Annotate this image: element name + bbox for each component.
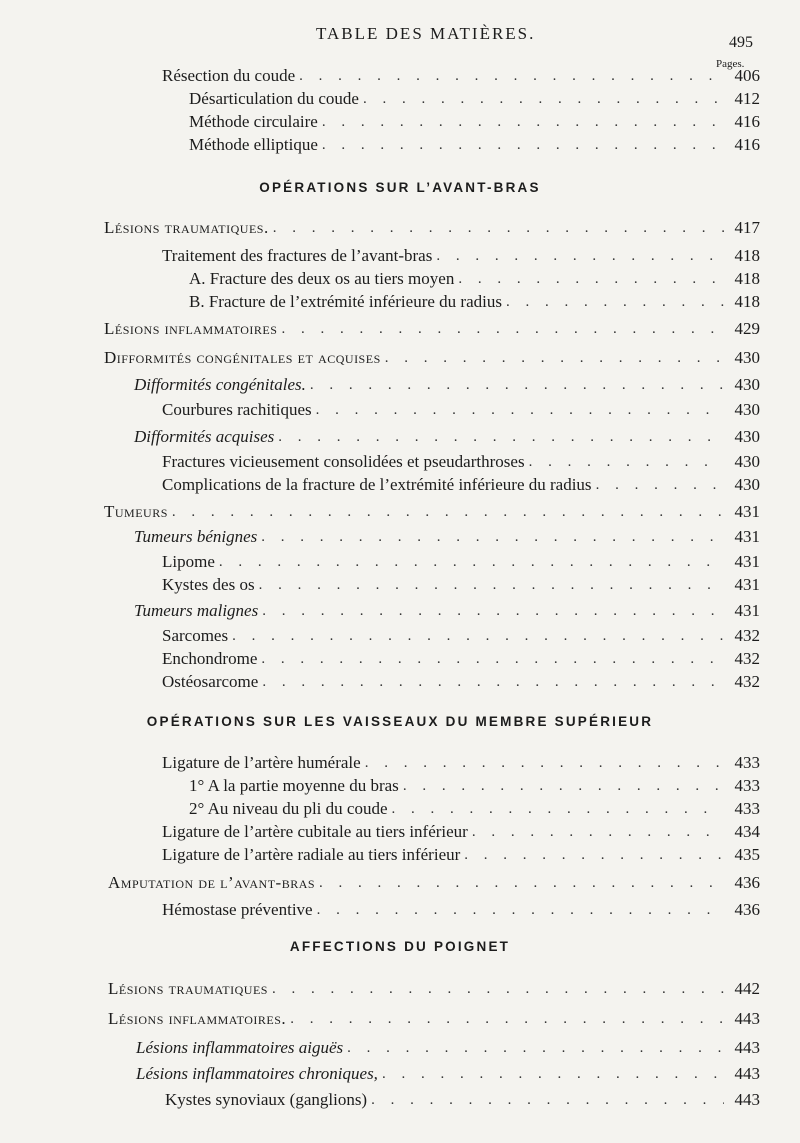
dot-leader — [343, 1038, 724, 1058]
toc-entry-label: Résection du coude — [162, 66, 296, 85]
toc-entry — [162, 668, 760, 692]
toc-entry-label: Difformités congénitales. — [134, 375, 306, 394]
toc-entry-label: Tumeurs — [104, 502, 168, 521]
toc-entry-label: Lésions inflammatoires. — [108, 1009, 287, 1028]
toc-entry — [104, 498, 760, 522]
toc-entry — [162, 548, 760, 572]
toc-entry-page: 433 — [734, 776, 760, 795]
dot-leader — [295, 66, 724, 86]
toc-entry-label: B. Fracture de l’extrémité inférieure du radius — [189, 292, 502, 311]
dot-leader — [257, 527, 724, 547]
toc-entry-page: 416 — [734, 112, 760, 131]
toc-entry-label: Kystes des os — [162, 575, 255, 594]
dot-leader — [255, 575, 724, 595]
toc-entry-label: Lésions traumatiques. — [104, 218, 269, 237]
dot-leader — [468, 822, 724, 842]
toc-entry-label: Difformités acquises — [134, 427, 275, 446]
dot-leader — [367, 1090, 724, 1110]
dot-leader — [257, 649, 724, 669]
toc-entry-label: Ligature de l’artère radiale au tiers inférieur — [162, 845, 461, 864]
toc-entry — [108, 869, 760, 893]
dot-leader — [454, 269, 724, 289]
toc-entry — [162, 396, 760, 420]
toc-entry-label: Lipome — [162, 552, 215, 571]
toc-entry-label: Tumeurs malignes — [134, 601, 259, 620]
toc-entry-page: 430 — [734, 400, 760, 419]
dot-leader — [228, 626, 724, 646]
toc-entry-label: 2° Au niveau du pli du coude — [189, 799, 388, 818]
dot-leader — [359, 89, 724, 109]
dot-leader — [274, 427, 724, 447]
toc-entry-page: 431 — [734, 502, 760, 521]
toc-entry — [189, 108, 760, 132]
toc-entry-label: Tumeurs bénignes — [134, 527, 258, 546]
toc-entry-label: Ostéosarcome — [162, 672, 259, 691]
toc-entry — [104, 315, 760, 339]
dot-leader — [312, 400, 724, 420]
toc-entry — [134, 371, 760, 395]
toc-entry-label: Ligature de l’artère cubitale au tiers inférieur — [162, 822, 468, 841]
page-header — [0, 24, 800, 51]
toc-entry-page: 431 — [734, 552, 760, 571]
dot-leader — [277, 319, 724, 339]
toc-entry-label: Désarticulation du coude — [189, 89, 359, 108]
toc-entry-label: Difformités congénitales et acquises — [104, 348, 381, 367]
toc-entry-page: 442 — [734, 979, 760, 998]
toc-entry-page: 432 — [734, 626, 760, 645]
toc-entry — [162, 818, 760, 842]
section-heading-avant-bras: OPÉRATIONS SUR L’AVANT-BRAS — [259, 180, 541, 195]
toc-entry — [162, 622, 760, 646]
toc-entry — [162, 62, 760, 86]
dot-leader — [592, 475, 724, 495]
toc-entry — [108, 1005, 760, 1029]
toc-entry-page: 436 — [734, 900, 760, 919]
pages-column-label: Pages. — [716, 58, 745, 70]
toc-entry-page: 435 — [734, 845, 760, 864]
toc-entry — [162, 645, 760, 669]
toc-entry — [189, 288, 760, 312]
toc-entry-page: 431 — [734, 527, 760, 546]
toc-entry-page: 418 — [734, 269, 760, 288]
toc-entry — [189, 265, 760, 289]
dot-leader — [318, 135, 724, 155]
toc-entry — [189, 85, 760, 109]
toc-entry — [162, 448, 760, 472]
dot-leader — [525, 452, 724, 472]
dot-leader — [215, 552, 724, 572]
toc-entry — [134, 523, 760, 547]
toc-entry-page: 416 — [734, 135, 760, 154]
dot-leader — [268, 979, 724, 999]
toc-entry — [162, 841, 760, 865]
page-number: 495 — [729, 34, 753, 51]
dot-leader — [306, 375, 724, 395]
toc-entry — [162, 242, 760, 266]
toc-entry-label: Lésions traumatiques — [108, 979, 268, 998]
toc-entry-label: Traitement des fractures de l’avant-bras — [162, 246, 433, 265]
section-heading-vaisseaux: OPÉRATIONS SUR LES VAISSEAUX DU MEMBRE SUPÉRIEUR — [146, 714, 654, 729]
toc-entry-label: Lésions inflammatoires — [104, 319, 278, 338]
dot-leader — [378, 1064, 724, 1084]
dot-leader — [286, 1009, 724, 1029]
toc-entry-label: Lésions inflammatoires aiguës — [136, 1038, 344, 1057]
toc-entry-label: Fractures vicieusement consolidées et pseudarthroses — [162, 452, 525, 471]
toc-entry-page: 429 — [734, 319, 760, 338]
toc-entry-page: 443 — [734, 1009, 760, 1028]
dot-leader — [432, 246, 724, 266]
toc-entry — [104, 344, 760, 368]
toc-entry-page: 430 — [734, 475, 760, 494]
dot-leader — [381, 348, 724, 368]
toc-entry — [162, 471, 760, 495]
toc-entry — [165, 1086, 760, 1110]
toc-entry-page: 433 — [734, 799, 760, 818]
dot-leader — [313, 900, 724, 920]
toc-entry — [162, 749, 760, 773]
dot-leader — [318, 112, 724, 132]
toc-entry — [134, 597, 760, 621]
toc-entry — [104, 214, 760, 238]
toc-entry-page: 430 — [734, 348, 760, 367]
toc-entry-page: 406 — [734, 66, 760, 85]
toc-entry-page: 418 — [734, 292, 760, 311]
toc-entry — [189, 131, 760, 155]
toc-entry-page: 436 — [734, 873, 760, 892]
toc-entry — [162, 571, 760, 595]
toc-entry-label: Complications de la fracture de l’extrémité inférieure du radius — [162, 475, 592, 494]
toc-entry — [162, 896, 760, 920]
toc-entry-page: 431 — [734, 601, 760, 620]
toc-entry — [189, 772, 760, 796]
dot-leader — [502, 292, 724, 312]
toc-entry-page: 430 — [734, 375, 760, 394]
toc-entry-label: Méthode circulaire — [189, 112, 318, 131]
toc-entry-label: Ligature de l’artère humérale — [162, 753, 361, 772]
toc-entry-label: Méthode elliptique — [189, 135, 318, 154]
toc-entry-page: 434 — [734, 822, 760, 841]
toc-entry — [189, 795, 760, 819]
toc-entry — [108, 975, 760, 999]
dot-leader — [269, 218, 724, 238]
toc-entry-label: Sarcomes — [162, 626, 229, 645]
toc-entry-label: Kystes synoviaux (ganglions) — [165, 1090, 368, 1109]
toc-entry-page: 431 — [734, 575, 760, 594]
dot-leader — [388, 799, 725, 819]
dot-leader — [315, 873, 724, 893]
toc-entry — [136, 1034, 760, 1058]
toc-entry-page: 443 — [734, 1038, 760, 1057]
toc-entry-label: Amputation de l’avant-bras — [108, 873, 316, 892]
toc-entry-page: 430 — [734, 452, 760, 471]
dot-leader — [361, 753, 724, 773]
toc-entry — [134, 423, 760, 447]
toc-entry-page: 433 — [734, 753, 760, 772]
toc-entry-page: 443 — [734, 1090, 760, 1109]
toc-entry-page: 443 — [734, 1064, 760, 1083]
toc-entry-page: 417 — [734, 218, 760, 237]
toc-entry-page: 430 — [734, 427, 760, 446]
toc-entry-label: Enchondrome — [162, 649, 258, 668]
toc-entry-page: 432 — [734, 672, 760, 691]
toc-entry-page: 432 — [734, 649, 760, 668]
toc-entry-label: 1° A la partie moyenne du bras — [189, 776, 399, 795]
dot-leader — [168, 502, 724, 522]
dot-leader — [460, 845, 724, 865]
dot-leader — [399, 776, 724, 796]
toc-entry-label: Courbures rachitiques — [162, 400, 312, 419]
toc-entry-label: A. Fracture des deux os au tiers moyen — [189, 269, 455, 288]
section-heading-poignet: AFFECTIONS DU POIGNET — [289, 939, 511, 954]
toc-entry-page: 418 — [734, 246, 760, 265]
toc-entry-page: 412 — [734, 89, 760, 108]
toc-entry — [136, 1060, 760, 1084]
toc-entry-label: Hémostase préventive — [162, 900, 313, 919]
running-title: TABLE DES MATIÈRES. — [316, 24, 536, 43]
dot-leader — [258, 601, 724, 621]
dot-leader — [258, 672, 724, 692]
toc-entry-label: Lésions inflammatoires chroniques, — [136, 1064, 378, 1083]
